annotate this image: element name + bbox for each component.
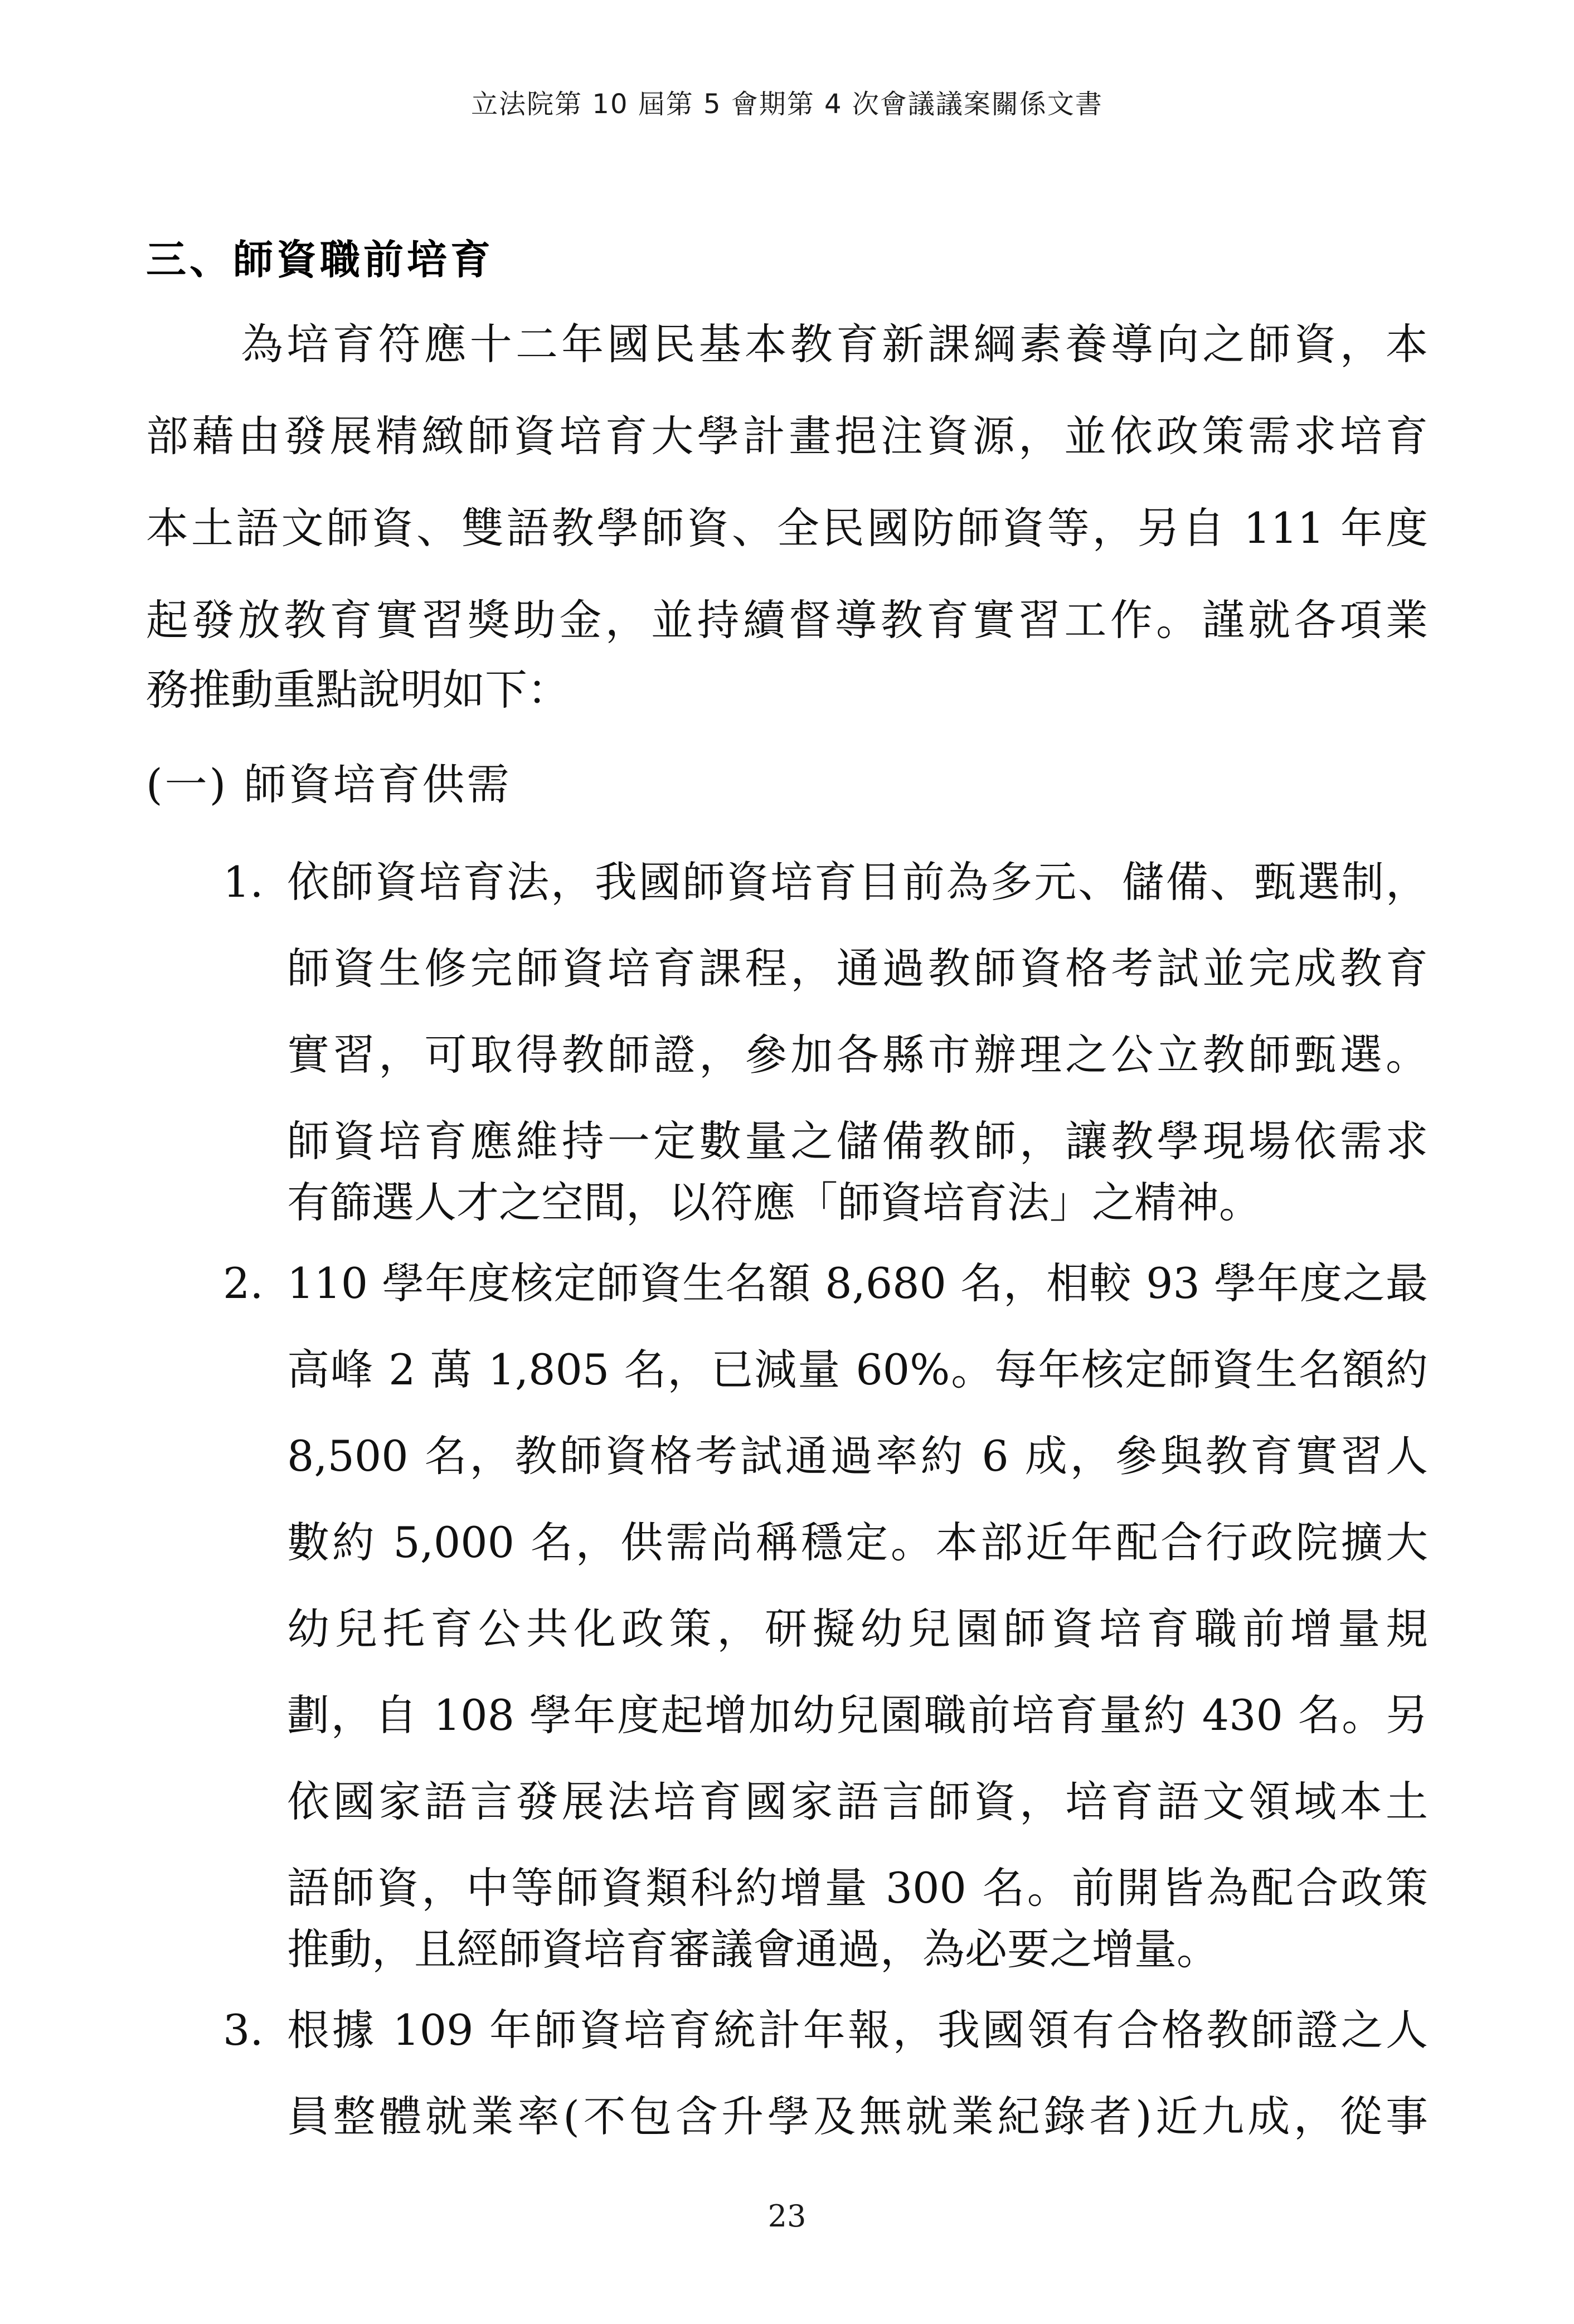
intro-line: 部藉由發展精緻師資培育大學計畫挹注資源，並依政策需求培育 (146, 411, 1428, 461)
item-line: 劃，自 108 學年度起增加幼兒園職前培育量約 430 名。另 (287, 1690, 1428, 1740)
item-line: 110 學年度核定師資生名額 8,680 名，相較 93 學年度之最 (287, 1258, 1428, 1308)
subsection-heading: (一) 師資培育供需 (146, 760, 512, 809)
item-line: 幼兒托育公共化政策，研擬幼兒園師資培育職前增量規 (287, 1604, 1428, 1654)
item-line: 師資培育應維持一定數量之儲備教師，讓教學現場依需求 (287, 1116, 1428, 1166)
item-line: 師資生修完師資培育課程，通過教師資格考試並完成教育 (287, 944, 1428, 993)
intro-line: 為培育符應十二年國民基本教育新課綱素養導向之師資，本 (241, 319, 1428, 369)
item-line: 高峰 2 萬 1,805 名，已減量 60%。每年核定師資生名額約 (287, 1345, 1428, 1394)
page-number: 23 (767, 2199, 807, 2234)
intro-line: 起發放教育實習獎助金，並持續督導教育實習工作。謹就各項業 (146, 595, 1428, 645)
item-line: 根據 109 年師資培育統計年報，我國領有合格教師證之人 (287, 2005, 1428, 2055)
intro-line: 務推動重點說明如下： (146, 665, 570, 714)
intro-line: 本土語文師資、雙語教學師資、全民國防師資等，另自 111 年度 (146, 503, 1428, 553)
section-heading: 三、師資職前培育 (146, 236, 494, 283)
page-header: 立法院第 10 屆第 5 會期第 4 次會議議案關係文書 (471, 89, 1103, 120)
item-line: 8,500 名，教師資格考試通過率約 6 成，參與教育實習人 (287, 1431, 1428, 1481)
item-line: 實習，可取得教師證，參加各縣市辦理之公立教師甄選。 (287, 1030, 1428, 1080)
item-number: 2. (223, 1258, 264, 1308)
item-line: 數約 5,000 名，供需尚稱穩定。本部近年配合行政院擴大 (287, 1518, 1428, 1567)
item-line: 依師資培育法，我國師資培育目前為多元、儲備、甄選制， (287, 857, 1428, 907)
item-line: 有篩選人才之空間，以符應「師資培育法」之精神。 (287, 1178, 1261, 1227)
item-line: 語師資，中等師資類科約增量 300 名。前開皆為配合政策 (287, 1863, 1428, 1913)
item-number: 1. (223, 857, 264, 907)
item-line: 依國家語言發展法培育國家語言師資，培育語文領域本土 (287, 1777, 1428, 1826)
item-line: 推動，且經師資培育審議會通過，為必要之增量。 (287, 1924, 1219, 1974)
item-number: 3. (223, 2005, 264, 2055)
item-line: 員整體就業率(不包含升學及無就業紀錄者)近九成，從事 (287, 2092, 1428, 2141)
